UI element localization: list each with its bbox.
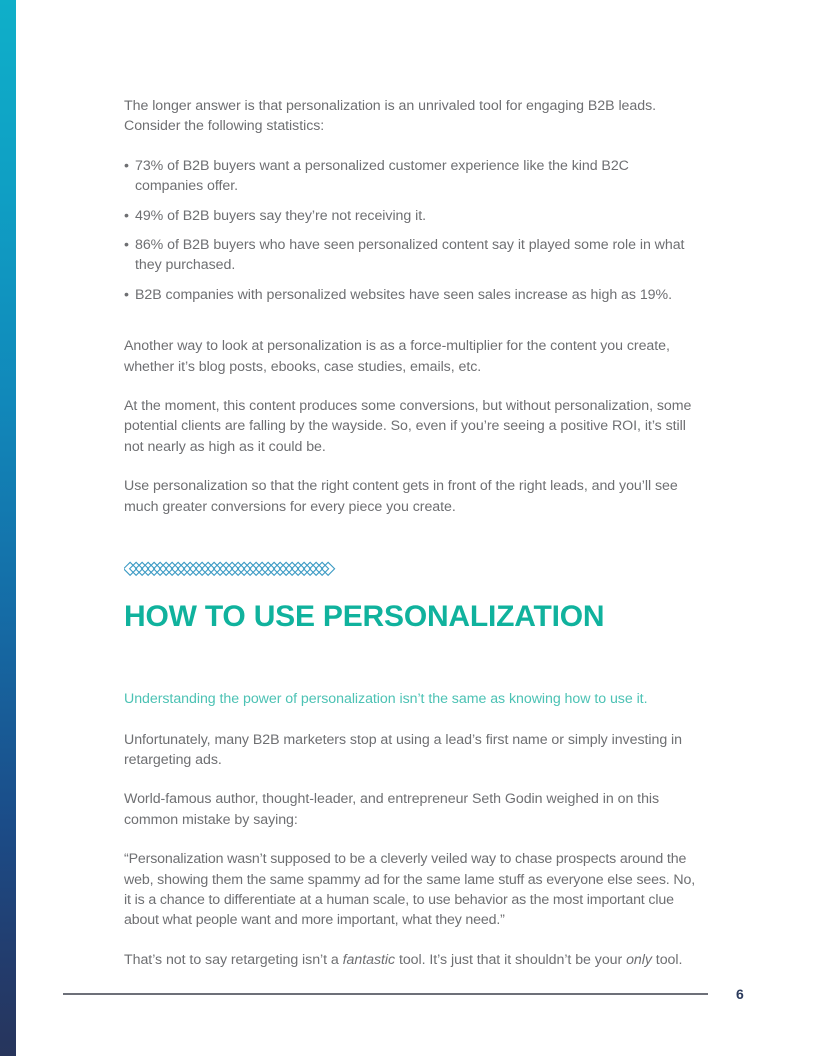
bullet-icon: •	[124, 286, 129, 303]
list-item-text: 73% of B2B buyers want a personalized customer experience like the kind B2C companies offer.	[135, 157, 629, 195]
bullet-icon: •	[124, 237, 129, 254]
paragraph-godin-intro: World-famous author, thought-leader, and entrepreneur Seth Godin weighed in on this common mistake by saying:	[124, 791, 660, 828]
closing-paragraph	[124, 950, 696, 970]
list-item	[124, 235, 696, 276]
list-spacer	[124, 324, 696, 336]
list-item	[124, 206, 696, 226]
section-lead-in: Understanding the power of personalization isn’t the same as knowing how to use it.	[124, 691, 648, 708]
closing-part-2: tool. It’s just that it shouldn’t be your	[395, 951, 627, 968]
page-number: 6	[736, 986, 744, 1002]
footer-divider	[63, 993, 708, 995]
paragraph-roi: At the moment, this content produces some conversions, but without personalization, some potential clients are falling by the wayside. So, even if you’re seeing a positive ROI, it’s still not nearly as high as it could be.	[124, 398, 692, 455]
godin-quote: “Personalization wasn’t supposed to be a cleverly veiled way to chase prospects around the web, showing them the same spammy ad for the same lame stuff as everyone else sees. No, it is a chance to differentiate at a human scale, to use behavior as the most important clue about what people want and more important, what they need.”	[124, 851, 696, 929]
statistics-list	[124, 156, 696, 305]
bullet-icon: •	[124, 157, 129, 174]
page-content	[124, 96, 696, 989]
closing-part-3: tool.	[651, 951, 683, 968]
closing-part-1: That’s not to say retargeting isn’t a	[124, 951, 343, 968]
list-item-text: B2B companies with personalized websites have seen sales increase as high as 19%.	[135, 286, 672, 303]
diamond-chain-divider-icon	[124, 560, 344, 582]
list-item-text: 49% of B2B buyers say they’re not receiving it.	[135, 207, 427, 224]
paragraph-marketers: Unfortunately, many B2B marketers stop at using a lead’s first name or simply investing in retargeting ads.	[124, 731, 682, 768]
intro-paragraph: The longer answer is that personalization is an unrivaled tool for engaging B2B leads. Consider the following statistics:	[124, 98, 656, 135]
paragraph-force-multiplier: Another way to look at personalization is as a force-multiplier for the content you create, whether it’s blog posts, ebooks, case studies, emails, etc.	[124, 338, 670, 375]
paragraph-use-personalization: Use personalization so that the right content gets in front of the right leads, and you’ll see much greater conversions for every piece you create.	[124, 478, 678, 515]
list-item	[124, 285, 696, 305]
closing-italic-fantastic: fantastic	[342, 951, 396, 968]
list-item	[124, 156, 696, 197]
bullet-icon: •	[124, 207, 129, 224]
closing-italic-only: only	[626, 951, 652, 968]
page-title: HOW TO USE PERSONALIZATION	[124, 600, 605, 634]
list-item-text: 86% of B2B buyers who have seen personalized content say it played some role in what they purchased.	[135, 237, 685, 274]
